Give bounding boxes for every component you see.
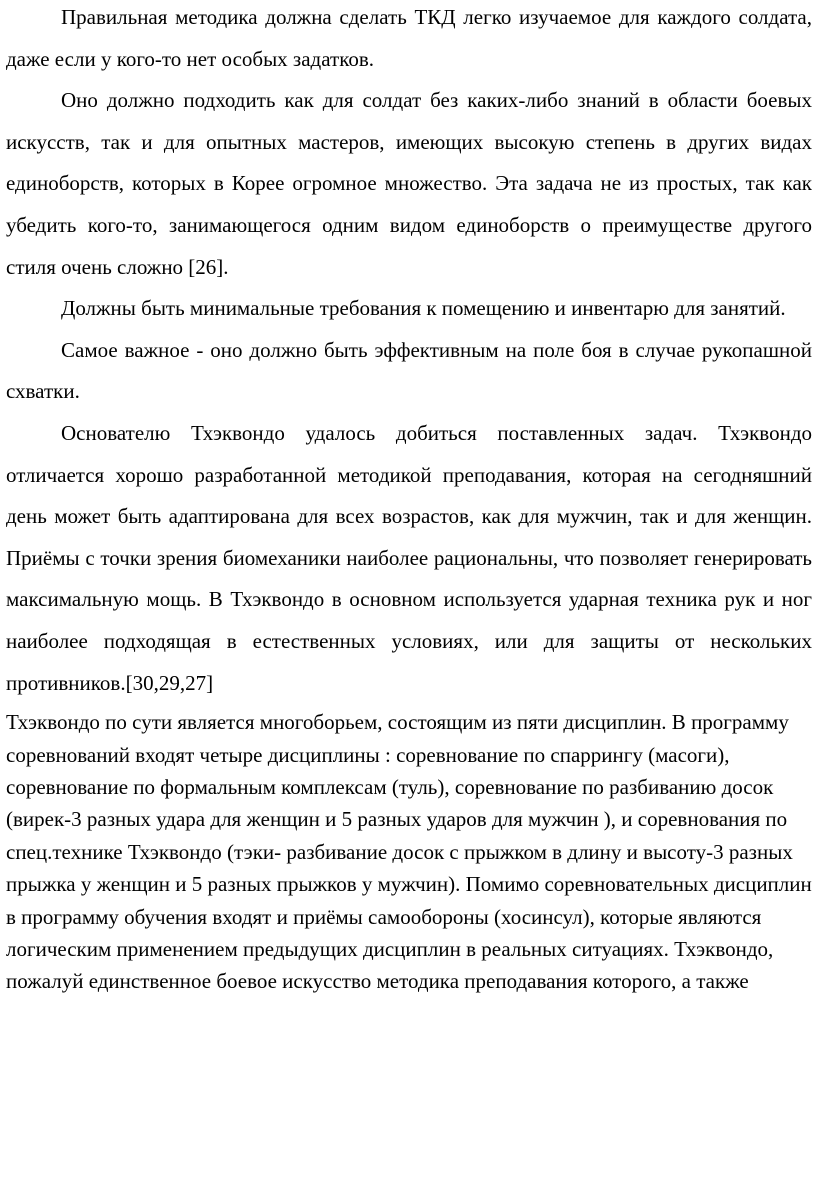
paragraph-effectiveness: Самое важное - оно должно быть эффективным на поле боя в случае рукопашной схватки.	[6, 337, 812, 404]
paragraph-disciplines: Тхэквондо по сути является многоборьем, состоящим из пяти дисциплин. В программу соревнований входят четыре дисциплины : соревнование по спаррингу (масоги), соревнование по формальным комплексам (туль), соревнование по разбиванию досок (вирек-3 разных удара для женщин и 5 разных ударов для мужчин ), и соревнования по спец.технике Тхэквондо (тэки- разбивание досок с прыжком в длину и высоту-3 разных прыжка у женщин и 5 разных прыжков у мужчин). Помимо соревновательных дисциплин в программу обучения входят и приёмы самообороны (хосинсул), которые являются логическим применением предыдущих дисциплин в реальных ситуациях. Тхэквондо, пожалуй единственное боевое искусство методика преподавания которого, а также	[6, 710, 812, 994]
paragraph-suitability: Оно должно подходить как для солдат без каких-либо знаний в области боевых искусств, так и для опытных мастеров, имеющих высокую степень в других видах единоборств, которых в Корее огромное множество. Эта задача не из простых, так как убедить кого-то, занимающегося одним видом единоборств о преимуществе другого стиля очень сложно [26].	[6, 88, 812, 279]
paragraph-founder-success: Основателю Тхэквондо удалось добиться поставленных задач. Тхэквондо отличается хорошо разработанной методикой преподавания, которая на сегодняшний день может быть адаптирована для всех возрастов, как для мужчин, так и для женщин. Приёмы с точки зрения биомеханики наиболее рациональны, что позволяет генерировать максимальную мощь. В Тхэквондо в основном используется ударная техника рук и ног наиболее подходящая в естественных условиях, или для защиты от нескольких противников.[30,29,27]	[6, 420, 812, 695]
paragraph-minimal-requirements: Должны быть минимальные требования к помещению и инвентарю для занятий.	[61, 296, 786, 321]
paragraph-method-requirements: Правильная методика должна сделать ТКД легко изучаемое для каждого солдата, даже если у кого-то нет особых задатков.	[6, 5, 812, 71]
